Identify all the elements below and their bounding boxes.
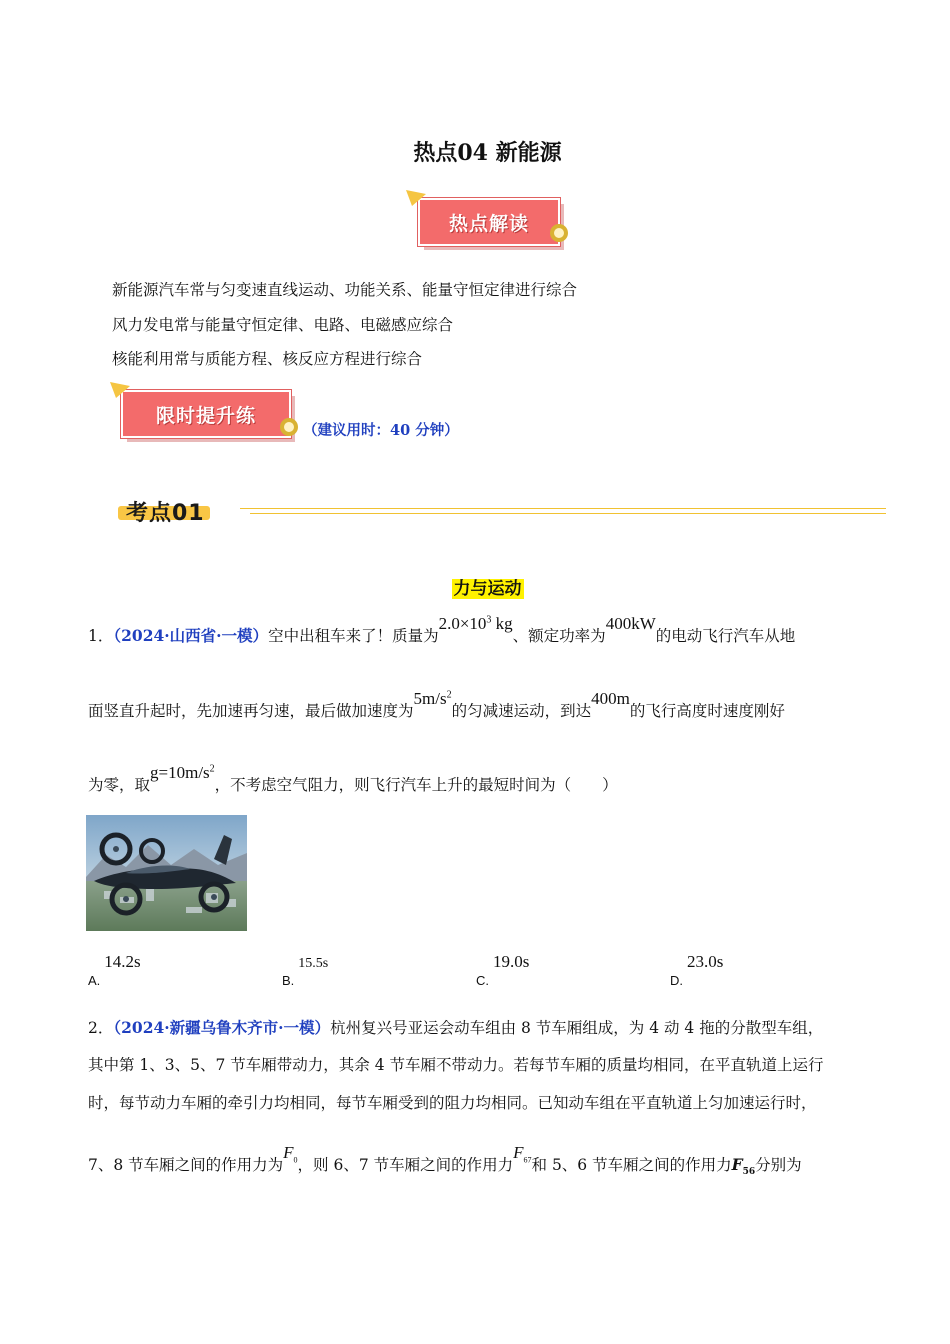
intro-line-3: 核能利用常与质能方程、核反应方程进行综合 [112, 350, 423, 368]
q1-acceleration: $5m/s^2$ [413, 689, 452, 708]
option-b[interactable] [282, 952, 329, 988]
option-letter: A. [88, 973, 101, 988]
option-d[interactable] [670, 952, 724, 988]
intro-line-1: 新能源汽车常与匀变速直线运动、功能关系、能量守恒定律进行综合 [112, 281, 578, 299]
q2-line-2: 其中第 1、3、5、7 节车厢带动力，其余 4 节车厢不带动力。若每节车厢的质量均相同，在平直轨道上运行 [88, 1056, 824, 1074]
q1-text: ，不考虑空气阻力，则飞行汽车上升的最短时间为（ ） [214, 776, 618, 794]
q2-text: ，则 6、7 节车厢之间的作用力 [297, 1156, 514, 1174]
q2-text: 分别为 [755, 1156, 802, 1174]
option-value: 14.2s [104, 952, 141, 971]
q2-text: 和 5、6 节车厢之间的作用力 [531, 1156, 732, 1174]
q1-text: 面竖直升起时，先加速再匀速，最后做加速度为 [88, 702, 414, 720]
q1-text: 的匀减速运动，到达 [451, 702, 592, 720]
section-line-bottom [250, 513, 886, 514]
option-a[interactable] [88, 952, 141, 988]
q2-text: 7、8 节车厢之间的作用力为 [88, 1156, 284, 1174]
topic-heading: 力与运动 [453, 579, 522, 599]
q2-source: （2024·新疆乌鲁木齐市·一模） [113, 1018, 331, 1037]
q1-text: 、额定功率为 [512, 627, 606, 645]
section-line-top [240, 508, 886, 509]
page-title: 热点04 新能源 [413, 140, 562, 166]
force-f56: $F_{56}$ [731, 1155, 756, 1178]
suggested-time: （建议用时：40 分钟） [303, 422, 459, 439]
section-label: 考点01 [126, 501, 205, 526]
pin-triangle-icon [110, 382, 130, 398]
q1-mass: $2.0\times 10^3$ kg [438, 614, 513, 633]
q2-line-1 [88, 1016, 823, 1038]
ring-icon [550, 224, 568, 242]
intro-line-2: 风力发电常与能量守恒定律、电路、电磁感应综合 [112, 316, 454, 334]
force-f67: $F_{67}$ [513, 1143, 532, 1165]
q1-height: 400m [591, 689, 630, 708]
q1-text: 的电动飞行汽车从地 [655, 627, 796, 645]
flying-car-photo [86, 815, 247, 931]
q1-text: 空中出租车来了！质量为 [268, 627, 439, 645]
q2-line-3: 时，每节动力车厢的牵引力均相同，每节车厢受到的阻力均相同。已知动车组在平直轨道上匀加速运行时， [88, 1094, 817, 1112]
q2-line-4 [88, 1143, 802, 1178]
q1-line-1 [88, 614, 796, 646]
q1-text: 的飞行高度时速度刚好 [629, 702, 785, 720]
q1-number: 1． [88, 627, 114, 645]
option-letter: C. [476, 973, 489, 988]
q1-power: 400kW [605, 614, 656, 633]
q1-line-3 [88, 763, 618, 795]
pin-triangle-icon [406, 190, 426, 206]
q1-source: （2024·山西省·一模） [113, 626, 269, 645]
option-value: 23.0s [687, 952, 724, 971]
ring-icon [280, 418, 298, 436]
option-value: 19.0s [493, 952, 530, 971]
q2-number: 2． [88, 1019, 114, 1037]
q1-line-2 [88, 689, 785, 721]
q2-text: 杭州复兴号亚运会动车组由 8 节车厢组成，为 4 动 4 拖的分散型车组， [330, 1019, 824, 1037]
q1-gravity: $g=10m/s^2$ [150, 763, 215, 782]
option-value: 15.5s [298, 956, 329, 971]
force-f0: $F_0$ [283, 1143, 298, 1165]
option-c[interactable] [476, 952, 530, 988]
hotspot-interpretation-badge: 热点解读 [418, 198, 560, 246]
q1-text: 为零，取 [88, 776, 151, 794]
option-letter: B. [282, 973, 295, 988]
option-letter: D. [670, 973, 683, 988]
timed-practice-badge: 限时提升练 [121, 390, 291, 438]
